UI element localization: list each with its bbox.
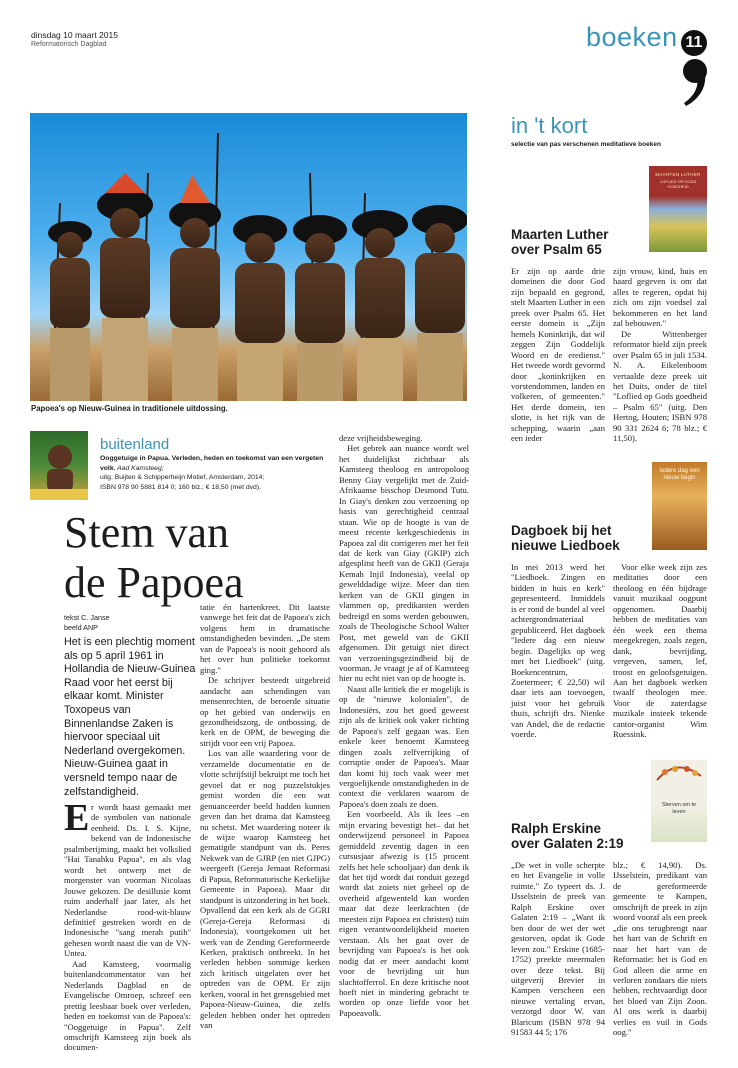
article-lede: Het is een plechtig moment als op 5 april 1961 in Hollandia de Nieuw-Guinea Raad voor het eerst bij elkaar komt. Minister Toxopeus van Binnenlandse Zaken is hiervoor speciaal uit Nederland overgekomen. Nieuw-Guinea gaat in versneld tempo naar de zelfstandigheid. (64, 636, 196, 798)
sidebar-subheader: selectie van pas verschenen meditatieve boeken (511, 141, 661, 148)
book3-cover (651, 760, 707, 842)
col2-para-1: tatie én hartenkreet. Dit laatste vanwege het feit dat de Papoea's zich volgens hem in dramatische omstandigheden bevinden. „De stem van de Papoea's is nooit gehoord als het over hun politieke toekomst ging." (200, 602, 330, 675)
book3-col-b (613, 860, 707, 1038)
masthead-date: dinsdag 10 maart 2015 (31, 30, 118, 40)
book3-col-a (511, 860, 605, 1038)
book1-cover-author: MAARTEN LUTHER (655, 172, 701, 177)
book3-title-line1: Ralph Erskine (511, 821, 602, 836)
col2-para-2: De schrijver besteedt uitgebreid aandacht aan schendingen van mensenrechten, de beroerde situatie op het gebied van onderwijs en gezondheidszorg, de ontbossing, de kerk en de OPM, de beweging die strijdt voor een vrij Papoea. (200, 675, 330, 748)
article-column-3 (339, 433, 469, 1018)
photo-caption: Papoea's op Nieuw-Guinea in traditionele uitdossing. (31, 404, 228, 413)
book1-cover (649, 166, 707, 252)
col3-para-3: Naast alle kritiek die er mogelijk is op de "nieuwe kolonialen", de Indonesiërs, zou het goed geweest zijn als de kritiek ook vaker richting de Papoea's zelf gegaan was. Een enkele keer benoemt Kamsteeg dingen zoals zelfverrijking of corruptie onder de Papoea's. Maar dan komt hij toch vaak weer met vergoelijkende omstandigheden in de context die verklaren waarom de Papoea's doen zoals ze doen. (339, 683, 469, 809)
book1-text-b2: De Wittenberger reformator hield zijn preek over Psalm 65 in juli 1534. N. A. Eikelenboom vertaalde deze preek uit het Duits, onder de titel "Loflied op Gods goedheid – Psalm 65" (uitg. Den Hertog, Houten; ISBN 978 90 331 2624 6; 78 blz.; € 11,50). (613, 328, 707, 444)
book1-title-line2: over Psalm 65 (511, 241, 602, 257)
book2-text-a: In mei 2013 werd het "Liedboek. Zingen en bidden in huis en kerk" gepresenteerd. Inmiddels is er rond de bundel al veel achtergrondmateriaal gepubliceerd. Het dagboek "Iedere dag een nieuw begin. Dagelijks op weg met het Liedboek" (uitg. Boekencentrum, Zoetermeer; € 22,50) wil daar iets aan toevoegen, juist voor het gebruik thuis, schrijft drs. Nienke van Andel, die de redactie voerde. (511, 562, 605, 740)
book-section-label: buitenland (100, 436, 170, 453)
book-cover-papua (30, 431, 88, 500)
book-author: , Aad Kamsteeg; (113, 464, 164, 472)
article-headline (64, 508, 244, 608)
drop-cap: E (64, 797, 90, 839)
main-photo (30, 113, 467, 401)
book2-col-a (511, 562, 605, 740)
comma-ornament (678, 56, 712, 108)
col3-para-1: deze vrijheidsbeweging. (339, 433, 423, 443)
book1-col-a (511, 266, 605, 444)
book2-col-b (613, 562, 707, 740)
masthead-paper: Reformatorisch Dagblad (31, 41, 107, 48)
book1-col-b (613, 266, 707, 444)
book1-cover-title: LOFLIED OP GODS GOEDHEID (659, 179, 697, 189)
book3-text-a: „De wet in volle scherpte en het Evangelie in volle ruimte." Zo typeert ds. J. IJsselstein de preek van Ralph Erskine over Galaten 2:19 – „Want ik ben door de wet der wet gestorven, opdat ik Gode leven zou." Erskine (1685-1752) preekte meermalen over deze tekst. Bij uitgeverij Brevier in Kampen verscheen een nieuwe vertaling ervan, verzorgd door W. van Blaricum (ISBN 978 94 91583 44 5; 176 (511, 860, 605, 1038)
book3-title-line2: over Galaten 2:19 (511, 835, 624, 851)
book3-text-b: blz.; € 14,90). Ds. IJsselstein, predikant van de gereformeerde gemeente te Kampen, omschrijft de preek in zijn woord vooraf als een preek „die ons terugbrengt naar het hart van de Schrift en naar het hart van de Reformatie: het is God en God alleen die arme en verloren zondaars die niets hebben, rechtvaardigt door het bloed van Zijn Zoon. Al ons werk is daarbij verlies en vuil in Gods oog." (613, 860, 707, 1038)
book-isbn: ISBN 978 90 5881 814 0; 160 blz.; € 18,50 (met dvd). (100, 483, 261, 491)
book2-title (511, 524, 620, 553)
col1-para-1: r wordt haast gemaakt met de symbolen van nationale eenheid. Ds. I. S. Kijne, bekend van de Indonesische psalmberijming, maakt het volkslied "Hai Tanahku Papua", en als vlag wordt het ontwerp met de morgenster van voorman Nicolaas Jouwe gekozen. De desillusie komt ruim anderhalf jaar later, als het Nederlandse rood-wit-blauw definitief gestreken wordt en de Indonesische "sang merah putih" gehesen wordt naast die van de VN-Untea. (64, 802, 191, 959)
sidebar-header: in 't kort (511, 113, 588, 138)
book-details (100, 454, 340, 492)
col3-para-4: Een voorbeeld. Als ik lees –en mijn ervaring bevestigt het– dat het onderwijzend personeel in Papoea gemiddeld zeventig dagen in een cursusjaar afwezig is (15 procent zelfs het hele schooljaar) dan denk ik dat het tijd wordt dat ronduit gezegd wordt dat zoiets niet geheel op de overheid afgewenteld kan worden maar dat deze leerkrachten (de meesten zijn Papoea en christen) tuin eigen verantwoordelijkheid moeten verstaan. Als het gaat over de bevrijding van Papoea's is het ook nodig dat er meer aandacht komt voor de bevrijding uit hun slachtofferrol. En deze kritische noot hoeft niet in mindering gebracht te worden op onze liefde voor het Papoeavolk. (339, 809, 469, 1018)
article-column-2 (200, 602, 330, 1031)
headline-line2: de Papoea (64, 558, 244, 607)
byline-photo: beeld ANP (64, 623, 98, 632)
article-column-1 (64, 797, 191, 1053)
book-publisher: uitg. Buijten & Schipperheijn Motief, Amsterdam, 2014; (100, 474, 265, 482)
headline-line1: Stem van (64, 508, 229, 557)
book2-title-line1: Dagboek bij het (511, 523, 612, 538)
col1-para-2: Aad Kamsteeg, voormalig buitenlandcommentator van het Nederlands Dagblad en de Evangelische Omroep, schreef een prettig leesbaar boek over verleden, heden en toekomst van de Papoea's: "Ooggetuige in Papua". Zelf omschrijft Kamsteeg zijn boek als documen- (64, 958, 191, 1053)
book1-text-a: Er zijn op aarde drie domeinen die door God zijn bepaald en gegrond, stelt Maarten Luther in een preek over Psalm 65. Het eerste domein is „Zijn hemels Koninkrijk, dat wil zeggen Zijn Goddelijk Woord en de eredienst." Het tweede wordt gevormd door „koninkrijken en vorstendommen, landen en volkeren, of gemeenten." Het derde domein, ten slotte, is het rijk van de schepping, waarin „aan een ieder (511, 266, 605, 444)
book2-cover-title: Iedere dag een nieuw begin (659, 468, 700, 481)
book2-text-b: Voor elke week zijn zes meditaties door een theoloog en één bijdrage vanuit muzikaal oogpunt opgenomen. Daarbij hebben de meditaties van één week een thema meegekregen, zoals zegen, dank, bevrijding, vergeven, samen, lef, troost en geloofsgetuigen. Aan het dagboek werken twaalf theologen mee. Voor de zaterdagse muzikale insteek tekende cantor-organist Wim Ruessink. (613, 562, 707, 740)
tribesmen-illustration (30, 113, 467, 401)
book-title: Ooggetuige in Papua. Verleden, heden en toekomst van een vergeten volk (100, 455, 324, 472)
book3-title (511, 822, 624, 851)
book2-cover (652, 462, 707, 550)
col3-para-2: Het gebrek aan nuance wordt wel het duidelijkst zichtbaar als Kamsteeg theoloog en antropoloog Benny Giay vergelijkt met de Zuid-Afrikaanse bisschop Desmond Tutu. In Giay's denken zou verzoening op basis van gerechtigheid centraal staan. Wie op de hoogte is van de meest recente kerkgeschiedenis in Papoea zal dit corrigeren met het feit dat de kerk van Giay (GKIP) zich afgesplitst heeft van de GKII (Geraja Kemah Injil Indonesia), veelal op gewelddadige wijze. Meer dan tien kerken van de GKII gingen in vlammen op, predikanten werden bedreigd en soms werden gebouwen, zoals de Theologische School Walter Post, met geweld van de GKII afgenomen. Dit getuigt niet direct van verzoeningsgezindheid bij de voorman. Je vraagt je af of Kamsteeg hier nu echt niet van op de hoogte is. (339, 443, 469, 684)
page-number-text: 11 (685, 34, 703, 51)
book2-title-line2: nieuwe Liedboek (511, 537, 620, 553)
book1-text-b1: zijn vrouw, kind, huis en haard gegeven is om dat alles te regeren, opdat hij zich om zijn voedsel zal bekommeren en het land zal bebouwen." (613, 266, 707, 329)
byline-text: tekst C. Janse (64, 613, 110, 622)
col2-para-3: Los van alle waardering voor de verzamelde documentatie en de vlotte schrijfstijl bekruipt me toch het gevoel dat er nog puzzelstukjes gemist worden die een wat genuanceerder beeld hadden kunnen geven dan het drama dat Kamsteeg nu schetst. Met waardering noteer ik de wijze waarop Kamsteeg het gematigde standpunt van ds. Peres Nekwek van de GJRP (en niet GJPG) weergeeft (Gereja Jemaat Reformasi di Papua, Reformatorische Kerkelijke Gemeente in Papoea). Maar dit standpunt is uitzondering in het boek. Opvallend dat een kerk als de GGRI (Gereja-Gereja Reformasi di Indonesia), voortgekomen uit het werk van de Zending Gereformeerde Kerken, praktisch ontbreekt. In het verleden hebben sommige kerken zich kritisch uitgelaten over het optreden van de OPM. Er zijn kerken, vooral in het grensgebied met Papoea-Nieuw-Guinea, die zelfs geleden hebben onder het optreden van (200, 748, 330, 1031)
book3-cover-title: Sterven om te leven (661, 802, 697, 815)
page-number (681, 30, 707, 56)
section-title: boeken (586, 22, 678, 52)
byline (64, 613, 110, 633)
book1-title (511, 228, 609, 257)
book1-title-line1: Maarten Luther (511, 227, 609, 242)
